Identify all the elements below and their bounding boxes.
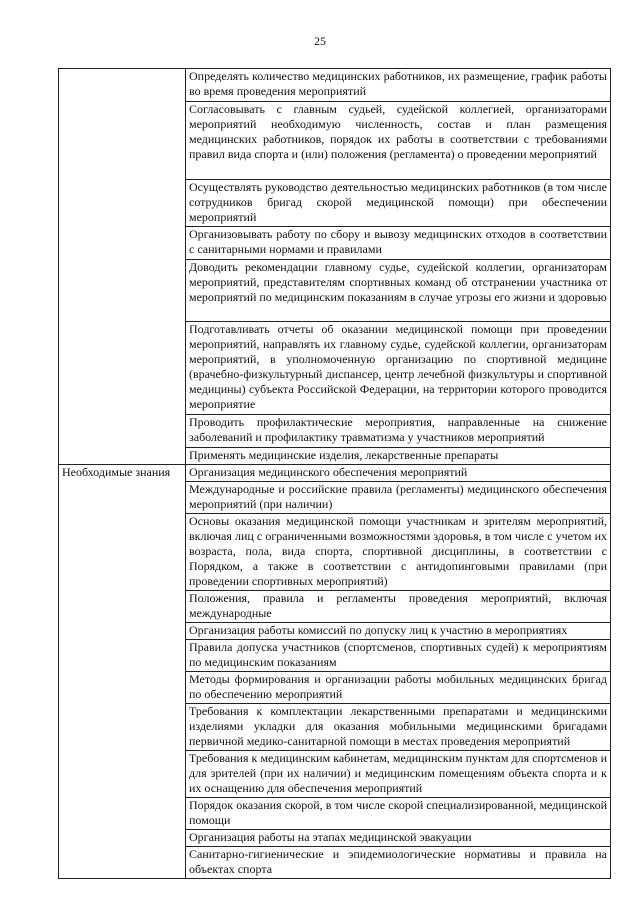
table-cell: [186, 482, 611, 514]
cell-text: Определять количество медицинских работников, их размещение, график работы во время проведения мероприятий: [189, 69, 607, 98]
table-row: [59, 69, 611, 102]
cell-text: Положения, правила и регламенты проведения мероприятий, включая международные: [189, 591, 607, 620]
row-label-required-knowledge: [59, 465, 186, 879]
cell-text: Осуществлять руководство деятельностью медицинских работников (в том числе сотрудников бригад скорой медицинской помощи) при обеспечении мероприятий: [189, 180, 607, 224]
cell-text: Требования к медицинским кабинетам, медицинским пунктам для спортсменов и для зрителей (при их наличии) и медицинским помещениям объекта спорта и к их оснащению для обеспечения мероприятий: [189, 751, 607, 795]
table-cell: [186, 448, 611, 465]
document-table: [58, 68, 611, 879]
table-cell: [186, 415, 611, 448]
cell-text: Применять медицинские изделия, лекарственные препараты: [189, 448, 499, 462]
table-cell: [186, 704, 611, 751]
table-row: [59, 465, 611, 482]
cell-text: Методы формирования и организации работы мобильных медицинских бригад по обеспечению мероприятий: [189, 672, 607, 701]
table-cell: [186, 798, 611, 830]
page-number: 25: [314, 34, 326, 48]
table-cell: [186, 640, 611, 672]
table-cell: [186, 465, 611, 482]
table-cell: [186, 322, 611, 415]
table-cell: [186, 102, 611, 180]
cell-text: Международные и российские правила (регламенты) медицинского обеспечения мероприятий (при наличии): [189, 482, 607, 511]
table-cell: [186, 260, 611, 322]
table-cell: [186, 180, 611, 227]
cell-text: Организовывать работу по сбору и вывозу медицинских отходов в соответствии с санитарными нормами и правилами: [189, 227, 607, 256]
cell-text: Правила допуска участников (спортсменов, спортивных судей) к мероприятиям по медицинским показаниям: [189, 640, 607, 669]
table-cell: [186, 830, 611, 847]
table-cell: [186, 69, 611, 102]
table-cell: [186, 514, 611, 591]
cell-text: Организация медицинского обеспечения мероприятий: [189, 465, 468, 479]
table-cell: [186, 623, 611, 640]
cell-text: Основы оказания медицинской помощи участникам и зрителям мероприятий, включая лиц с ограниченными возможностями здоровья, в том числе с учетом их возраста, пола, вида спорта, спортивной дисциплины, в соответствии с Порядком, а также в соответствии с антидопинговыми правилами (при проведении спортивных мероприятий): [189, 514, 607, 588]
cell-text: Организация работы на этапах медицинской эвакуации: [189, 830, 472, 844]
cell-text: Санитарно-гигиенические и эпидемиологические нормативы и правила на объектах спорта: [189, 847, 607, 876]
cell-text: Порядок оказания скорой, в том числе скорой специализированной, медицинской помощи: [189, 798, 607, 827]
table-cell: [186, 751, 611, 798]
cell-text: Подготавливать отчеты об оказании медицинской помощи при проведении мероприятий, направлять их главному судье, судейской коллегии, организаторам мероприятий, в уполномоченную организацию по спортивной медицине (врачебно-физкультурный диспансер, центр лечебной физкультуры и спортивной медицины) субъекта Российской Федерации, на территории которого проводится мероприятие: [189, 322, 607, 411]
cell-text: Проводить профилактические мероприятия, направленные на снижение заболеваний и профилактику травматизма у участников мероприятий: [189, 415, 607, 444]
row-label-text: Необходимые знания: [62, 465, 171, 479]
cell-text: Согласовывать с главным судьей, судейской коллегией, организаторами мероприятий необходимую численность, состав и план размещения медицинских работников, порядок их работы в соответствии с требованиями правил вида спорта и (или) положения (регламента) о проведении мероприятий: [189, 102, 607, 161]
table-cell: [186, 847, 611, 879]
table-cell: [186, 591, 611, 623]
cell-text: Организация работы комиссий по допуску лиц к участию в мероприятиях: [189, 623, 568, 637]
cell-text: Доводить рекомендации главному судье, судейской коллегии, организаторам мероприятий, представителям спортивных команд об отстранении участника от мероприятий по медицинским показаниям в случае угрозы его жизни и здоровью: [189, 260, 607, 304]
table-cell: [186, 672, 611, 704]
table-cell: [186, 227, 611, 260]
row-label-empty: [59, 69, 186, 465]
cell-text: Требования к комплектации лекарственными препаратами и медицинскими изделиями укладки для оказания мобильными медицинскими бригадами первичной медико-санитарной помощи в местах проведения мероприятий: [189, 704, 607, 748]
